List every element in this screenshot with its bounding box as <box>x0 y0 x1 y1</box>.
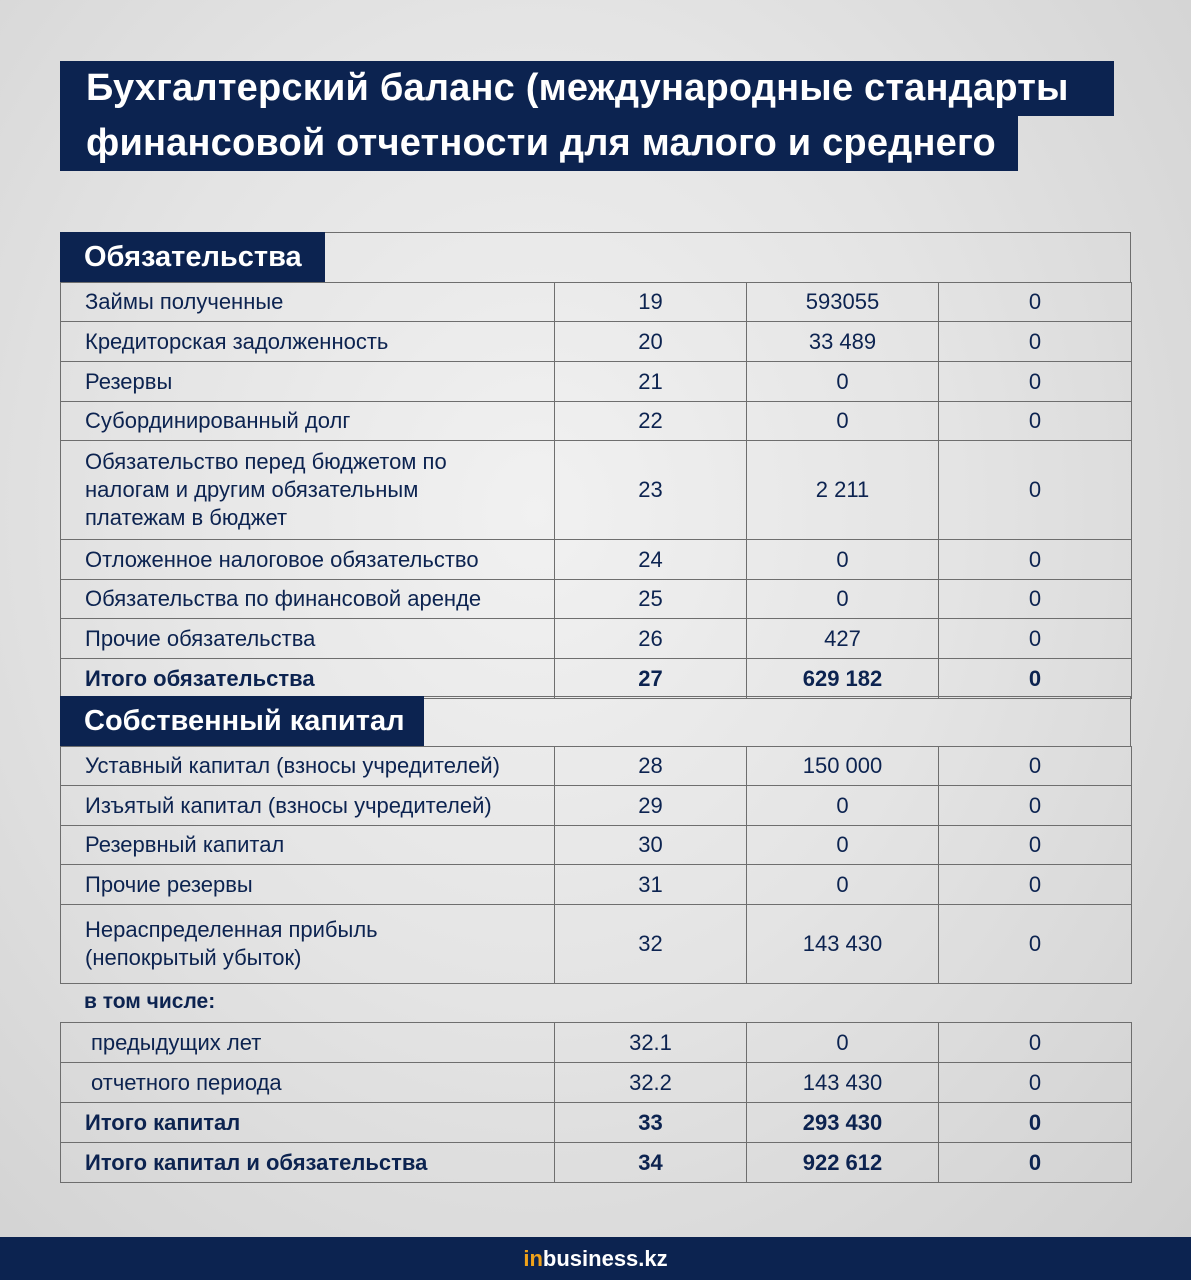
total-row <box>61 1143 1132 1183</box>
row-code: 22 <box>555 402 747 441</box>
row-code: 33 <box>555 1103 747 1143</box>
row-previous-value: 0 <box>939 1143 1132 1183</box>
row-name: Итого обязательства <box>61 659 555 699</box>
row-name: Резервный капитал <box>61 826 555 865</box>
row-code: 34 <box>555 1143 747 1183</box>
row-name: Нераспределенная прибыль (непокрытый убыток) <box>61 905 555 984</box>
row-previous-value: 0 <box>939 441 1132 540</box>
table-row <box>61 826 1132 865</box>
row-name: Прочие обязательства <box>61 619 555 659</box>
row-current-value: 0 <box>747 402 939 441</box>
row-previous-value: 0 <box>939 747 1132 786</box>
row-name: Уставный капитал (взносы учредителей) <box>61 747 555 786</box>
row-code: 23 <box>555 441 747 540</box>
row-code: 32 <box>555 905 747 984</box>
row-previous-value: 0 <box>939 865 1132 905</box>
page-title-line-1: Бухгалтерский баланс (международные стандарты <box>60 61 1114 116</box>
row-previous-value: 0 <box>939 826 1132 865</box>
footer-bar <box>0 1237 1191 1280</box>
row-previous-value: 0 <box>939 580 1132 619</box>
total-row <box>61 659 1132 699</box>
row-code: 24 <box>555 540 747 580</box>
row-name: Кредиторская задолженность <box>61 322 555 362</box>
row-current-value: 922 612 <box>747 1143 939 1183</box>
table-row <box>61 402 1132 441</box>
row-code: 20 <box>555 322 747 362</box>
row-previous-value: 0 <box>939 786 1132 826</box>
row-current-value: 143 430 <box>747 905 939 984</box>
row-previous-value: 0 <box>939 362 1132 402</box>
row-current-value: 629 182 <box>747 659 939 699</box>
table-row <box>61 1063 1132 1103</box>
row-previous-value: 0 <box>939 659 1132 699</box>
liabilities-section-header: Обязательства <box>60 232 325 282</box>
row-code: 32.1 <box>555 1023 747 1063</box>
row-code: 30 <box>555 826 747 865</box>
row-name: Займы полученные <box>61 283 555 322</box>
brand-logo[interactable] <box>523 1246 667 1271</box>
row-previous-value: 0 <box>939 283 1132 322</box>
table-row <box>61 322 1132 362</box>
table-row <box>61 747 1132 786</box>
table-row <box>61 283 1132 322</box>
row-code: 19 <box>555 283 747 322</box>
row-name: Обязательства по финансовой аренде <box>61 580 555 619</box>
row-previous-value: 0 <box>939 402 1132 441</box>
row-current-value: 593055 <box>747 283 939 322</box>
row-current-value: 0 <box>747 786 939 826</box>
row-name: Отложенное налоговое обязательство <box>61 540 555 580</box>
row-current-value: 33 489 <box>747 322 939 362</box>
row-current-value: 293 430 <box>747 1103 939 1143</box>
row-current-value: 0 <box>747 540 939 580</box>
table-row <box>61 786 1132 826</box>
table-row <box>61 580 1132 619</box>
row-code: 21 <box>555 362 747 402</box>
table-row <box>61 540 1132 580</box>
row-current-value: 0 <box>747 865 939 905</box>
table-row <box>61 362 1132 402</box>
row-previous-value: 0 <box>939 540 1132 580</box>
table-row <box>61 619 1132 659</box>
row-code: 28 <box>555 747 747 786</box>
row-name: Обязательство перед бюджетом по налогам и другим обязательным платежам в бюджет <box>61 441 555 540</box>
row-code: 26 <box>555 619 747 659</box>
row-name: Прочие резервы <box>61 865 555 905</box>
row-current-value: 0 <box>747 826 939 865</box>
row-name: Резервы <box>61 362 555 402</box>
row-code: 32.2 <box>555 1063 747 1103</box>
including-note: в том числе: <box>84 990 216 1013</box>
row-previous-value: 0 <box>939 1103 1132 1143</box>
brand-prefix: in <box>523 1246 543 1271</box>
row-previous-value: 0 <box>939 322 1132 362</box>
row-current-value: 2 211 <box>747 441 939 540</box>
row-code: 31 <box>555 865 747 905</box>
row-name: предыдущих лет <box>61 1023 555 1063</box>
row-previous-value: 0 <box>939 1063 1132 1103</box>
row-current-value: 0 <box>747 362 939 402</box>
row-previous-value: 0 <box>939 1023 1132 1063</box>
row-name: отчетного периода <box>61 1063 555 1103</box>
row-code: 25 <box>555 580 747 619</box>
row-previous-value: 0 <box>939 619 1132 659</box>
row-current-value: 143 430 <box>747 1063 939 1103</box>
row-current-value: 150 000 <box>747 747 939 786</box>
table-row <box>61 1023 1132 1063</box>
brand-name: business.kz <box>542 1246 668 1271</box>
row-code: 27 <box>555 659 747 699</box>
equity-table <box>60 746 1132 984</box>
table-row <box>61 441 1132 540</box>
liabilities-table <box>60 282 1132 699</box>
row-name: Субординированный долг <box>61 402 555 441</box>
table-row <box>61 865 1132 905</box>
total-row <box>61 1103 1132 1143</box>
equity-breakdown-table <box>60 1022 1132 1183</box>
equity-section-header: Собственный капитал <box>60 696 424 746</box>
row-name: Итого капитал и обязательства <box>61 1143 555 1183</box>
table-row <box>61 905 1132 984</box>
row-current-value: 0 <box>747 580 939 619</box>
row-code: 29 <box>555 786 747 826</box>
page-title-line-2: финансовой отчетности для малого и среднего <box>60 116 1018 171</box>
row-current-value: 0 <box>747 1023 939 1063</box>
row-current-value: 427 <box>747 619 939 659</box>
row-name: Изъятый капитал (взносы учредителей) <box>61 786 555 826</box>
row-previous-value: 0 <box>939 905 1132 984</box>
row-name: Итого капитал <box>61 1103 555 1143</box>
